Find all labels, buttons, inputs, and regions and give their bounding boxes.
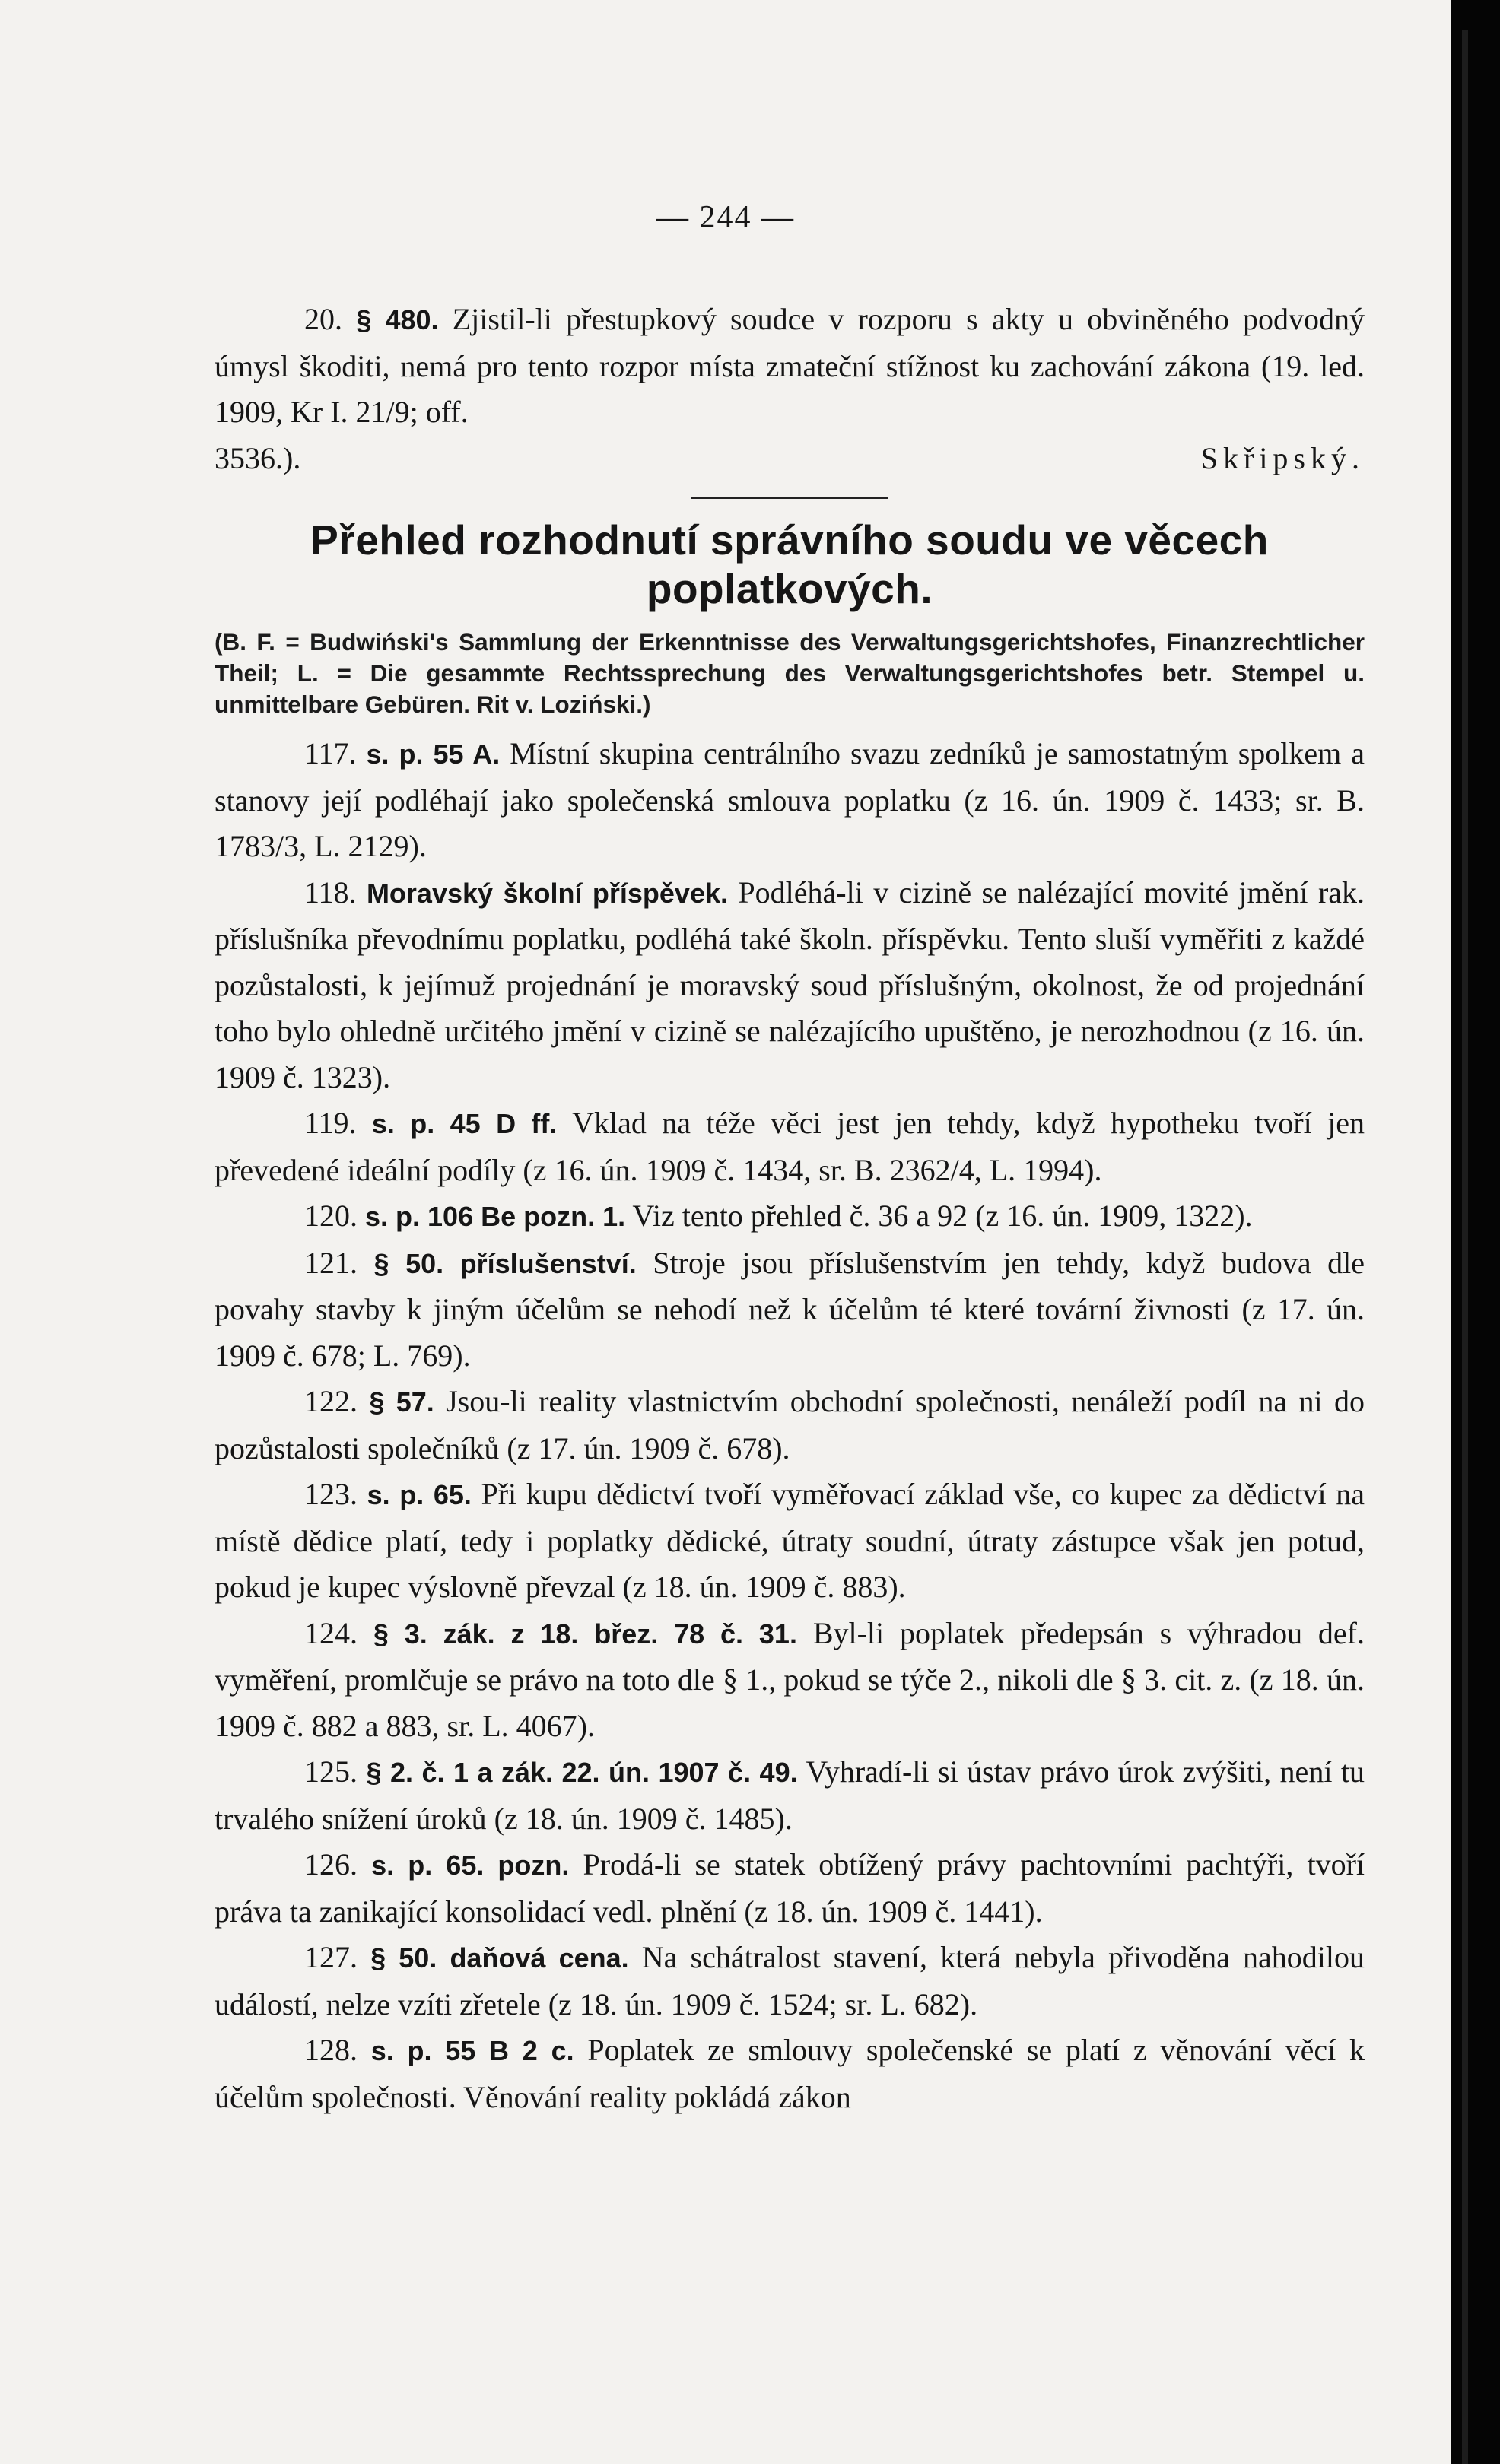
entry-text: Poplatek ze smlouvy společenské se platí z věnování věcí k účelům společnosti. Věnování reality pokládá zákon: [215, 2033, 1365, 2114]
section-title: [215, 516, 1365, 613]
entry-text: Prodá-li se statek obtížený právy pachtovními pachtýři, tvoří práva ta zanikající konsolidací vedl. plnění (z 18. ún. 1909 č. 1441).: [215, 1847, 1365, 1929]
entry-text: Byl-li poplatek předepsán s výhradou def. vyměření, promlčuje se právo na toto dle § 1., pokud se týče 2., nikoli dle § 3. cit. z. (z 18. ún. 1909 č. 882 a 883, sr. L. 4067).: [215, 1615, 1365, 1743]
decision-entry: [215, 1842, 1365, 1935]
entry-reference: § 57.: [369, 1386, 434, 1418]
scan-edge-line: [1462, 30, 1468, 2464]
entry-number: 118.: [304, 875, 357, 910]
entry-number: 125.: [304, 1754, 358, 1789]
entry-number: 117.: [304, 736, 357, 770]
decision-entry: [215, 731, 1365, 870]
entry-number: 119.: [304, 1106, 357, 1140]
entry-reference: § 3. zák. z 18. břez. 78 č. 31.: [373, 1618, 797, 1650]
scan-border: [1451, 0, 1500, 2464]
entry-number: 128.: [304, 2033, 358, 2067]
entry-reference: § 50. příslušenství.: [373, 1247, 637, 1279]
entry-reference: s. p. 45 D ff.: [371, 1108, 558, 1139]
decision-entry: [215, 1611, 1365, 1750]
entry-number: 121.: [304, 1245, 358, 1280]
entry-reference: s. p. 106 Be pozn. 1.: [365, 1201, 626, 1232]
entry-text: Na schátralost stavení, která nebyla přivoděna nahodilou událostí, nelze vzíti zřetele (z 18. ún. 1909 č. 1524; sr. L. 682).: [215, 1940, 1365, 2021]
decision-entry: [215, 870, 1365, 1101]
decision-entry: [215, 1100, 1365, 1193]
page-content: [215, 297, 1365, 2120]
section-title-line-2: poplatkových.: [646, 565, 933, 612]
entry-reference: § 2. č. 1 a zák. 22. ún. 1907 č. 49.: [366, 1757, 798, 1788]
decision-entry: [215, 1379, 1365, 1472]
intro-last-line: 3536.).: [215, 440, 301, 475]
intro-text: Zjistil-li přestupkový soudce v rozporu s akty u obviněného podvodný úmysl škoditi, nemá pro tento rozpor místa zmateční stížnost ku zachování zákona (19. led. 1909, Kr I. 21/9; off.: [215, 302, 1365, 429]
entry-reference: Moravský školní příspěvek.: [366, 877, 728, 909]
page-number: — 244 —: [656, 200, 795, 235]
decision-entry: [215, 1472, 1365, 1611]
decision-list: [215, 731, 1365, 2120]
abbreviations-note: (B. F. = Budwiński's Sammlung der Erkenntnisse des Verwaltungsgerichtshofes, Finanzrechtlicher Theil; L. = Die gesammte Rechtssprechung des Verwaltungsgerichtshofes betr. Stempel u. unmittelbare Gebüren. Rit v. Loziński.): [215, 628, 1365, 718]
intro-closing-line: [215, 436, 1365, 482]
entry-text: Jsou-li reality vlastnictvím obchodní společnosti, nenáleží podíl na ni do pozůstalosti společníků (z 17. ún. 1909 č. 678).: [215, 1384, 1365, 1465]
entry-number: 127.: [304, 1940, 358, 1974]
entry-text: Vyhradí-li si ústav právo úrok zvýšiti, není tu trvalého snížení úroků (z 18. ún. 1909 č. 1485).: [215, 1754, 1365, 1836]
decision-entry: [215, 1240, 1365, 1380]
entry-reference: s. p. 65. pozn.: [371, 1850, 570, 1881]
decision-entry: [215, 2027, 1365, 2120]
decision-entry: [215, 1749, 1365, 1842]
entry-text: Vklad na téže věci jest jen tehdy, když hypotheku tvoří jen převedené ideální podíly (z 16. ún. 1909 č. 1434, sr. B. 2362/4, L. 1994).: [215, 1106, 1365, 1187]
entry-reference: s. p. 65.: [367, 1479, 472, 1510]
entry-text: Podléhá-li v cizině se nalézající movité jmění rak. příslušníka převodnímu poplatku, podléhá také školn. příspěvku. Tento sluší vyměřiti z každé pozůstalosti, k jejímuž projednání je moravský soud příslušným, okolnost, že od projednání toho bylo ohledně určitého jmění v cizině se nalézajícího upuštěno, je nerozhodnou (z 16. ún. 1909 č. 1323).: [215, 875, 1365, 1094]
entry-text: Viz tento přehled č. 36 a 92 (z 16. ún. 1909, 1322).: [632, 1199, 1253, 1233]
entry-number: 123.: [304, 1477, 358, 1511]
entry-reference: § 50. daňová cena.: [370, 1942, 629, 1973]
intro-paragraph: [215, 297, 1365, 436]
intro-label: 20.: [304, 302, 342, 336]
entry-text: Místní skupina centrálního svazu zedníků je samostatným spolkem a stanovy její podléhají jako společenská smlouva poplatku (z 16. ún. 1909 č. 1433; sr. B. 1783/3, L. 2129).: [215, 736, 1365, 863]
intro-ref: § 480.: [356, 304, 439, 335]
entry-reference: s. p. 55 A.: [366, 738, 501, 770]
entry-text: Stroje jsou příslušenstvím jen tehdy, když budova dle povahy stavby k jiným účelům se nehodí než k účelům té které tovární živnosti (z 17. ún. 1909 č. 678; L. 769).: [215, 1245, 1365, 1373]
entry-number: 120.: [304, 1199, 358, 1233]
section-divider: [691, 497, 888, 499]
section-title-line-1: Přehled rozhodnutí správního soudu ve věcech: [310, 516, 1269, 564]
entry-number: 122.: [304, 1384, 358, 1418]
entry-number: 126.: [304, 1847, 358, 1881]
entry-text: Při kupu dědictví tvoří vyměřovací základ vše, co kupec za dědictví na místě dědice platí, tedy i poplatky dědické, útraty soudní, útraty zástupce však jen potud, pokud je kupec výslovně převzal (z 18. ún. 1909 č. 883).: [215, 1477, 1365, 1604]
author-signature: Skřipský.: [1200, 440, 1365, 475]
decision-entry: [215, 1193, 1365, 1240]
entry-reference: s. p. 55 B 2 c.: [370, 2035, 574, 2066]
entry-number: 124.: [304, 1615, 358, 1650]
decision-entry: [215, 1935, 1365, 2027]
